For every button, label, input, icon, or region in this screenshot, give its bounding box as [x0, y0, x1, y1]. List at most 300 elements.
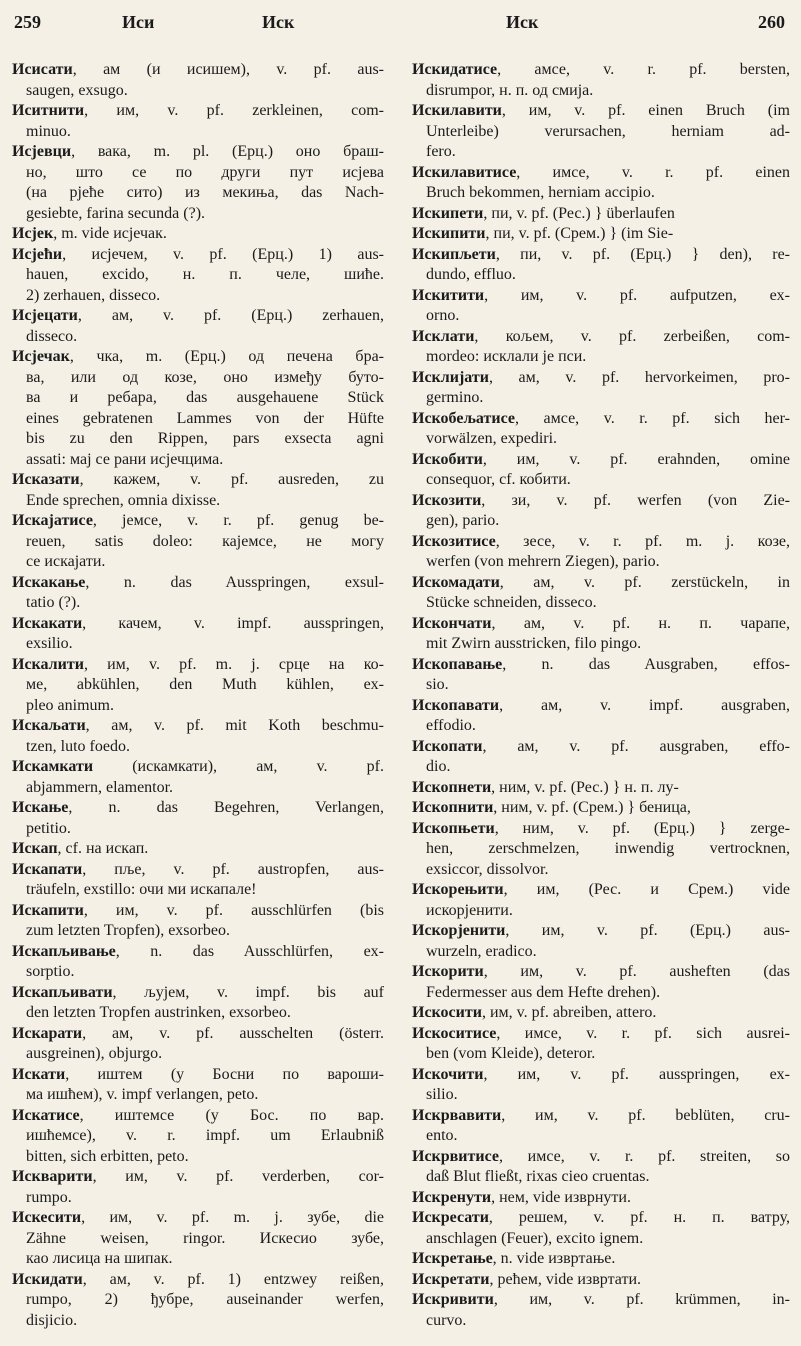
dictionary-entry: [12, 614, 384, 655]
entry-text: , им, v. pf. ausschlürfen (bis: [83, 901, 384, 919]
dictionary-entry: [12, 306, 384, 347]
entry-text: , ам, v. pf. zerstückeln, in: [499, 573, 790, 591]
entry-continuation-line: [412, 1085, 790, 1106]
entry-continuation-line: [412, 860, 790, 881]
entry-text: Ende sprechen, omnia dixisse.: [26, 491, 221, 509]
entry-first-line: [412, 327, 790, 348]
entry-first-line: [12, 1167, 384, 1188]
entry-first-line: [12, 224, 384, 245]
guide-word-first: Иси: [122, 12, 155, 32]
entry-text: fero.: [426, 143, 456, 160]
entry-text: као лисица на шипак.: [26, 1250, 173, 1267]
dictionary-entry: [12, 716, 384, 757]
headword: Исјевци: [12, 143, 72, 160]
entry-continuation-line: [12, 327, 384, 348]
entry-text: tatio (?).: [26, 594, 81, 611]
entry-first-line: [12, 860, 384, 881]
dictionary-entry: [412, 1290, 790, 1331]
entry-text: , cf. на искап.: [57, 840, 149, 857]
entry-first-line: [12, 655, 384, 676]
entry-first-line: [412, 614, 790, 635]
dictionary-entry: [412, 1003, 790, 1024]
entry-text: sio.: [426, 676, 449, 693]
dictionary-entry: [12, 142, 384, 224]
dictionary-entry: [412, 491, 790, 532]
dictionary-entry: [12, 798, 384, 839]
entry-first-line: [12, 245, 384, 266]
headword: Искидати: [12, 1270, 83, 1288]
entry-first-line: [12, 942, 384, 963]
entry-continuation-line: [12, 81, 384, 102]
headword: Искакање: [12, 573, 86, 591]
headword: Ископавање: [412, 655, 503, 673]
headword: Искосити: [412, 1004, 482, 1021]
dictionary-entry: [412, 204, 790, 225]
dictionary-entry: [412, 1106, 790, 1147]
headword: Искилавитисе: [412, 163, 517, 181]
dictionary-entry: [12, 511, 384, 573]
entry-continuation-line: [12, 388, 384, 409]
entry-continuation-line: [412, 1229, 790, 1250]
entry-continuation-line: [412, 511, 790, 532]
entry-text: anschlagen (Feuer), excito ignem.: [426, 1229, 644, 1247]
headword: Искозити: [412, 491, 482, 509]
entry-text: , имсе, v. r. pf. streiten, so: [499, 1147, 790, 1165]
headword: Искаљати: [12, 717, 86, 734]
dictionary-entry: [412, 921, 790, 962]
entry-text: ben (vom Kleide), deteror.: [426, 1045, 596, 1062]
entry-first-line: [412, 532, 790, 553]
entry-text: , им, v. pf. ausspringen, ex-: [483, 1065, 790, 1083]
dictionary-entry: [412, 60, 790, 101]
headword: Искретање: [412, 1250, 493, 1267]
entry-first-line: [412, 1208, 790, 1229]
entry-text: , ам, v. pf. hervorkeimen, pro-: [488, 368, 790, 386]
entry-continuation-line: [412, 757, 790, 778]
entry-first-line: [412, 491, 790, 512]
entry-continuation-line: [412, 1044, 790, 1065]
entry-text: exsilio.: [26, 635, 73, 652]
entry-continuation-line: [12, 962, 384, 983]
entry-text: 2) zerhauen, disseco.: [26, 286, 161, 304]
entry-first-line: [12, 798, 384, 819]
entry-text: , им, v. pf. abreiben, attero.: [481, 1004, 657, 1021]
entry-text: , амсе, v. r. pf. bersten,: [497, 61, 790, 78]
entry-text: bis zu den Rippen, pars exsecta agni: [26, 430, 384, 447]
entry-text: , љујем, v. impf. bis auf: [112, 983, 384, 1001]
entry-first-line: [412, 368, 790, 389]
entry-continuation-line: [12, 286, 384, 307]
entry-first-line: [412, 101, 790, 122]
entry-continuation-line: [412, 1167, 790, 1188]
headword: Искобељатисе: [412, 409, 515, 427]
dictionary-entry: [412, 163, 790, 204]
entry-text: , пи, v. pf. (Ерц.) } den), re-: [495, 245, 790, 263]
entry-text: , рећем, vide извртати.: [489, 1270, 642, 1288]
entry-text: germino.: [426, 389, 484, 406]
entry-text: Zähne weisen, ringor. Искесио зубе,: [26, 1229, 384, 1247]
entry-first-line: [412, 778, 790, 799]
entry-text: orno.: [426, 307, 460, 324]
dictionary-entry: [412, 798, 790, 819]
page-number-left: 259: [14, 12, 41, 32]
entry-text: hen, zerschmelzen, inwendig vertrocknen,: [426, 840, 790, 857]
entry-first-line: [12, 1065, 384, 1086]
dictionary-entry: [12, 1065, 384, 1106]
entry-first-line: [12, 716, 384, 737]
dictionary-entry: [412, 1208, 790, 1249]
entry-text: , кажем, v. pf. ausreden, zu: [79, 471, 384, 488]
entry-first-line: [12, 839, 384, 860]
entry-continuation-line: [12, 1249, 384, 1270]
headword: Исјећи: [12, 245, 63, 263]
entry-continuation-line: [412, 675, 790, 696]
dictionary-entry: [12, 245, 384, 307]
entry-text: , ам, v. pf. н. п. чарапе,: [491, 614, 790, 632]
entry-first-line: [412, 696, 790, 717]
entry-continuation-line: [12, 429, 384, 450]
dictionary-entry: [412, 286, 790, 327]
headword: Ископнити: [412, 799, 494, 816]
entry-continuation-line: [12, 409, 384, 430]
entry-text: (на рјеће сито) из мекиња, das Nach-: [26, 184, 384, 201]
headword: Искресати: [412, 1209, 489, 1226]
entry-continuation-line: [12, 696, 384, 717]
entry-text: eines gebratenen Lammes von der Hüfte: [26, 409, 384, 427]
dictionary-entry: [12, 101, 384, 142]
entry-text: искорјенити.: [426, 901, 513, 919]
dictionary-entry: [412, 1249, 790, 1270]
entry-first-line: [12, 1208, 384, 1229]
entry-text: , ам, v. impf. ausgraben,: [499, 696, 790, 714]
entry-text: , n. vide извртање.: [492, 1250, 616, 1267]
entry-text: , нем, vide изврнути.: [491, 1188, 631, 1206]
dictionary-entry: [412, 1024, 790, 1065]
entry-text: , n. das Ausschlürfen, ex-: [115, 942, 384, 960]
dictionary-entry: [12, 983, 384, 1024]
headword: Исјецати: [12, 307, 78, 324]
entry-text: , n. das Ausspringen, exsul-: [85, 573, 384, 591]
entry-continuation-line: [12, 1085, 384, 1106]
headword: Искилавити: [412, 102, 502, 119]
entry-text: , иштемсе (у Бос. по вар.: [79, 1106, 384, 1124]
entry-text: , ам, v. pf. (Ерц.) zerhauen,: [77, 307, 384, 324]
entry-continuation-line: [412, 347, 790, 368]
entry-text: , ам, v. pf. mit Koth beschmu-: [85, 717, 384, 734]
dictionary-entry: [412, 614, 790, 655]
headword: Исклати: [412, 327, 475, 345]
entry-text: , ам (и исишем), v. pf. aus-: [72, 61, 384, 78]
entry-text: , им, v. pf. m. j. зубе, die: [81, 1209, 384, 1226]
guide-word-third: Иск: [506, 12, 539, 32]
entry-text: , n. das Begehren, Verlangen,: [68, 799, 384, 816]
entry-text: , зесе, v. r. pf. m. j. козе,: [495, 532, 790, 550]
entry-text: disjicio.: [26, 1311, 78, 1329]
headword: Искрвитисе: [412, 1147, 499, 1165]
entry-first-line: [412, 819, 790, 840]
entry-continuation-line: [12, 122, 384, 143]
entry-continuation-line: [412, 634, 790, 655]
dictionary-entry: [412, 778, 790, 799]
entry-continuation-line: [412, 142, 790, 163]
entry-text: bitten, sich erbitten, peto.: [26, 1147, 189, 1165]
entry-text: , иштем (у Босни по вароши-: [65, 1065, 384, 1083]
headword: Искапљивање: [12, 942, 116, 960]
dictionary-entry: [412, 1147, 790, 1188]
entry-text: träufeln, exstillo: очи ми искапале!: [26, 881, 257, 898]
dictionary-entry: [412, 368, 790, 409]
entry-continuation-line: [412, 593, 790, 614]
entry-text: assati: мај се рани исјечцима.: [26, 450, 224, 468]
entry-text: silio.: [426, 1086, 458, 1103]
dictionary-entry: [412, 962, 790, 1003]
headword: Искесити: [12, 1209, 82, 1226]
entry-continuation-line: [12, 1290, 384, 1311]
entry-continuation-line: [412, 122, 790, 143]
headword: Искидатисе: [412, 61, 498, 78]
entry-text: , им, v. pf. einen Bruch (im: [501, 102, 790, 119]
entry-first-line: [12, 142, 384, 163]
dictionary-entry: [12, 224, 384, 245]
entry-text: petitio.: [26, 819, 71, 837]
entry-text: daß Blut fließt, rixas cieo cruentas.: [426, 1168, 650, 1185]
entry-continuation-line: [12, 1188, 384, 1209]
dictionary-entry: [412, 450, 790, 491]
entry-first-line: [12, 901, 384, 922]
entry-continuation-line: [412, 81, 790, 102]
entry-first-line: [412, 1188, 790, 1209]
dictionary-entry: [12, 470, 384, 511]
headword: Искање: [12, 799, 69, 816]
dictionary-entry: [412, 819, 790, 881]
headword: Искорити: [412, 963, 484, 980]
entry-continuation-line: [12, 552, 384, 573]
entry-continuation-line: [12, 819, 384, 840]
entry-first-line: [412, 921, 790, 942]
headword: Искапати: [12, 860, 83, 878]
headword: Искозитисе: [412, 532, 496, 550]
dictionary-entry: [12, 901, 384, 942]
entry-text: exsiccor, dissolvor.: [426, 860, 549, 878]
entry-text: , им, v. pf. m. j. срце на ко-: [83, 655, 384, 673]
entry-text: gen), pario.: [426, 512, 500, 529]
entry-continuation-line: [12, 1003, 384, 1024]
entry-first-line: [412, 798, 790, 819]
entry-text: minuo.: [26, 122, 71, 140]
entry-text: , им, v. pf. zerkleinen, com-: [84, 102, 384, 119]
headword: Исисати: [12, 61, 73, 78]
entry-continuation-line: [412, 839, 790, 860]
dictionary-entry: [12, 839, 384, 860]
entry-continuation-line: [12, 880, 384, 901]
entry-first-line: [12, 1270, 384, 1291]
entry-text: , имсе, v. r. pf. einen: [516, 163, 790, 181]
entry-continuation-line: [12, 204, 384, 225]
entry-first-line: [412, 655, 790, 676]
dictionary-entry: [12, 1167, 384, 1208]
entry-text: , им, v. pf. krümmen, in-: [493, 1291, 790, 1308]
dictionary-entry: [412, 1188, 790, 1209]
entry-text: ме, abkühlen, den Muth kühlen, ex-: [26, 676, 384, 693]
entry-first-line: [412, 1065, 790, 1086]
guide-word-second: Иск: [262, 12, 295, 32]
entry-continuation-line: [12, 675, 384, 696]
entry-continuation-line: [412, 901, 790, 922]
headword: Искомадати: [412, 573, 500, 591]
entry-text: , им, v. pf. (Ерц.) aus-: [505, 922, 790, 939]
dictionary-entry: [412, 409, 790, 450]
entry-text: sorptio.: [26, 963, 75, 980]
entry-first-line: [412, 737, 790, 758]
entry-text: , исјечем, v. pf. (Ерц.) 1) aus-: [62, 245, 384, 263]
entry-text: curvo.: [426, 1311, 467, 1329]
entry-continuation-line: [412, 1311, 790, 1332]
dictionary-entry: [412, 327, 790, 368]
entry-text: , им, v. pf. aufputzen, ex-: [484, 286, 790, 304]
entry-text: reuen, satis doleo: кајемсе, не могу: [26, 532, 384, 550]
entry-text: ма ишћем), v. impf verlangen, peto.: [26, 1086, 259, 1103]
entry-continuation-line: [12, 491, 384, 512]
page-header: [0, 8, 801, 36]
dictionary-entry: [412, 655, 790, 696]
entry-first-line: [12, 614, 384, 635]
entry-text: , им, v. pf. ausheften (das: [483, 963, 790, 980]
entry-text: (искамкати), ам, v. pf.: [93, 758, 384, 775]
entry-first-line: [12, 306, 384, 327]
headword: Искончати: [412, 614, 492, 632]
headword: Искрвавити: [412, 1106, 502, 1124]
entry-first-line: [412, 409, 790, 430]
dictionary-entry: [412, 224, 790, 245]
headword: Искамкати: [12, 758, 94, 775]
entry-continuation-line: [412, 1126, 790, 1147]
headword: Искалити: [12, 655, 84, 673]
entry-text: dio.: [426, 758, 451, 775]
headword: Искипети: [412, 204, 484, 222]
entry-continuation-line: [12, 368, 384, 389]
entry-continuation-line: [412, 983, 790, 1004]
entry-first-line: [12, 1024, 384, 1045]
entry-first-line: [412, 573, 790, 594]
entry-first-line: [412, 224, 790, 245]
entry-continuation-line: [412, 470, 790, 491]
entry-text: mordeo: исклали је пси.: [426, 348, 587, 365]
entry-text: , имсе, v. r. pf. sich ausrei-: [496, 1024, 790, 1042]
entry-first-line: [12, 573, 384, 594]
entry-text: , зи, v. pf. werfen (von Zie-: [481, 491, 790, 509]
entry-text: , амсе, v. r. pf. sich her-: [514, 409, 790, 427]
entry-first-line: [412, 1249, 790, 1270]
dictionary-entry: [412, 1065, 790, 1106]
entry-first-line: [12, 983, 384, 1004]
entry-text: werfen (von mehrern Ziegen), pario.: [426, 553, 660, 570]
entry-text: , пи, v. pf. (Рес.) } überlaufen: [483, 204, 675, 222]
entry-continuation-line: [12, 1044, 384, 1065]
entry-text: , ним, v. pf. (Срем.) } беница,: [493, 799, 691, 816]
dictionary-entry: [412, 101, 790, 163]
headword: Искајатисе: [12, 512, 93, 529]
dictionary-entry: [412, 737, 790, 778]
entry-text: се искајати.: [26, 553, 106, 570]
left-column: [12, 60, 384, 1331]
entry-first-line: [12, 757, 384, 778]
dictionary-entry: [412, 245, 790, 286]
entry-text: , вака, m. pl. (Ерц.) оно браш-: [71, 143, 384, 160]
headword: Ископнети: [412, 778, 492, 796]
entry-text: , ним, v. pf. (Ерц.) } zerge-: [494, 819, 790, 837]
entry-text: ва, или од козе, оно између буто-: [26, 368, 384, 386]
entry-text: , им, v. pf. erahnden, omine: [482, 450, 790, 468]
entry-text: rumpo, 2) ђубре, auseinander werfen,: [26, 1291, 384, 1308]
entry-first-line: [412, 204, 790, 225]
right-column: [412, 60, 790, 1331]
entry-text: ишћемсе), v. r. impf. um Erlaubniß: [26, 1127, 384, 1144]
entry-continuation-line: [412, 716, 790, 737]
entry-continuation-line: [12, 737, 384, 758]
entry-first-line: [12, 101, 384, 122]
entry-text: abjammern, elamentor.: [26, 778, 174, 796]
entry-continuation-line: [12, 1126, 384, 1147]
entry-text: , пље, v. pf. austropfen, aus-: [82, 860, 384, 878]
headword: Искарати: [12, 1024, 83, 1042]
entry-text: hauen, excido, н. п. челе, шиће.: [26, 266, 384, 283]
entry-continuation-line: [412, 942, 790, 963]
entry-first-line: [412, 1147, 790, 1168]
dictionary-entry: [12, 655, 384, 717]
entry-text: disrumpor, н. п. од смија.: [426, 81, 594, 99]
entry-text: , им, (Рес. и Срем.) vide: [503, 881, 790, 898]
headword: Ископавати: [412, 696, 500, 714]
headword: Искварити: [12, 1168, 93, 1185]
headword: Искапити: [12, 901, 84, 919]
entry-continuation-line: [12, 1229, 384, 1250]
dictionary-entry: [412, 696, 790, 737]
entry-first-line: [12, 511, 384, 532]
entry-first-line: [412, 962, 790, 983]
entry-text: , чка, m. (Ерц.) од печена бра-: [69, 348, 384, 365]
entry-text: effodio.: [426, 717, 476, 734]
entry-text: , пи, v. pf. (Срем.) } (im Sie-: [485, 225, 674, 242]
entry-text: Federmesser aus dem Hefte drehen).: [426, 983, 661, 1001]
entry-continuation-line: [412, 552, 790, 573]
entry-text: Unterleibe) verursachen, herniam ad-: [426, 122, 790, 140]
headword: Искипити: [412, 225, 486, 242]
entry-first-line: [412, 1290, 790, 1311]
headword: Ископњети: [412, 819, 495, 837]
entry-first-line: [412, 245, 790, 266]
entry-text: Bruch bekommen, herniam accipio.: [426, 184, 655, 201]
entry-continuation-line: [412, 306, 790, 327]
entry-first-line: [412, 880, 790, 901]
dictionary-entry: [412, 573, 790, 614]
entry-text: consequor, cf. кобити.: [426, 471, 571, 488]
dictionary-entry: [12, 1270, 384, 1332]
entry-text: , m. vide исјечак.: [53, 225, 167, 242]
entry-continuation-line: [412, 183, 790, 204]
entry-continuation-line: [412, 388, 790, 409]
entry-text: mit Zwirn ausstricken, filo pingo.: [426, 635, 642, 652]
entry-first-line: [12, 1106, 384, 1127]
entry-text: Stücke schneiden, disseco.: [426, 594, 597, 611]
entry-text: , решем, v. pf. н. п. ватру,: [488, 1209, 790, 1226]
entry-continuation-line: [412, 429, 790, 450]
entry-text: , качем, v. impf. ausspringen,: [82, 614, 384, 632]
entry-text: zum letzten Tropfen), exsorbeo.: [26, 922, 230, 939]
entry-continuation-line: [12, 593, 384, 614]
headword: Ископати: [412, 737, 483, 755]
dictionary-entry: [412, 880, 790, 921]
dictionary-entry: [12, 757, 384, 798]
